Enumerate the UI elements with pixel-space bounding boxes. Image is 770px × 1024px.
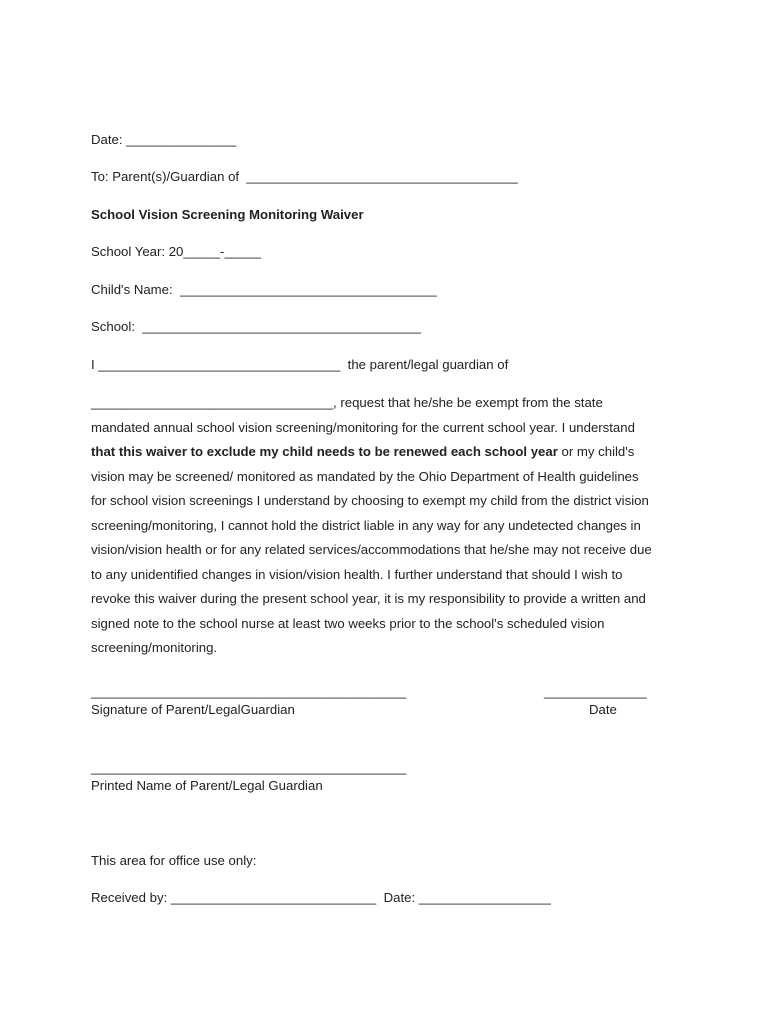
body-line: signed note to the school nurse at least two weeks prior to the school's scheduled vision [91, 615, 605, 631]
office-use-heading: This area for office use only: [91, 853, 257, 868]
body-line: to any unidentified changes in vision/vision health. I further understand that should I wish to [91, 566, 623, 582]
body-line: screening/monitoring, I cannot hold the district liable in any way for any undetected changes in [91, 517, 641, 533]
body-line: for school vision screenings I understand by choosing to exempt my child from the district vision [91, 493, 649, 508]
signature-date-rule: ______________ [544, 684, 647, 699]
school-field: School: ______________________________________ [91, 319, 422, 334]
body-line: vision may be screened/ monitored as mandated by the Ohio Department of Health guidelines [91, 468, 639, 484]
body-line: vision/vision health or for any related services/accommodations that he/she may not receive due [91, 542, 652, 557]
body-line: revoke this waiver during the present school year, it is my responsibility to provide a written and [91, 591, 646, 606]
signature-date-label: Date [589, 702, 617, 717]
body-line: _________________________________, request that he/she be exempt from the state [91, 395, 603, 410]
form-title: School Vision Screening Monitoring Waiver [91, 207, 364, 222]
date-field: Date: _______________ [91, 132, 237, 147]
renewal-notice: that this waiver to exclude my child needs to be renewed each school year [91, 444, 558, 459]
signature-label: Signature of Parent/LegalGuardian [91, 702, 295, 717]
signature-rule: ___________________________________________ [91, 684, 407, 699]
guardian-statement-field: I _________________________________ the parent/legal guardian of [91, 357, 509, 372]
childs-name-field: Child's Name: ___________________________________ [91, 282, 437, 297]
body-line [91, 444, 634, 460]
body-line-continuation: or my child's [557, 444, 635, 459]
body-line: screening/monitoring. [91, 640, 218, 655]
printed-name-rule: ___________________________________________ [91, 760, 407, 775]
parent-guardian-field: To: Parent(s)/Guardian of _____________________________________ [91, 169, 518, 184]
printed-name-label: Printed Name of Parent/Legal Guardian [91, 778, 323, 793]
school-year-field: School Year: 20_____-_____ [91, 244, 262, 259]
body-line: mandated annual school vision screening/monitoring for the current school year. I understand [91, 419, 635, 435]
received-by-field: Received by: ____________________________ Date: __________________ [91, 890, 551, 905]
